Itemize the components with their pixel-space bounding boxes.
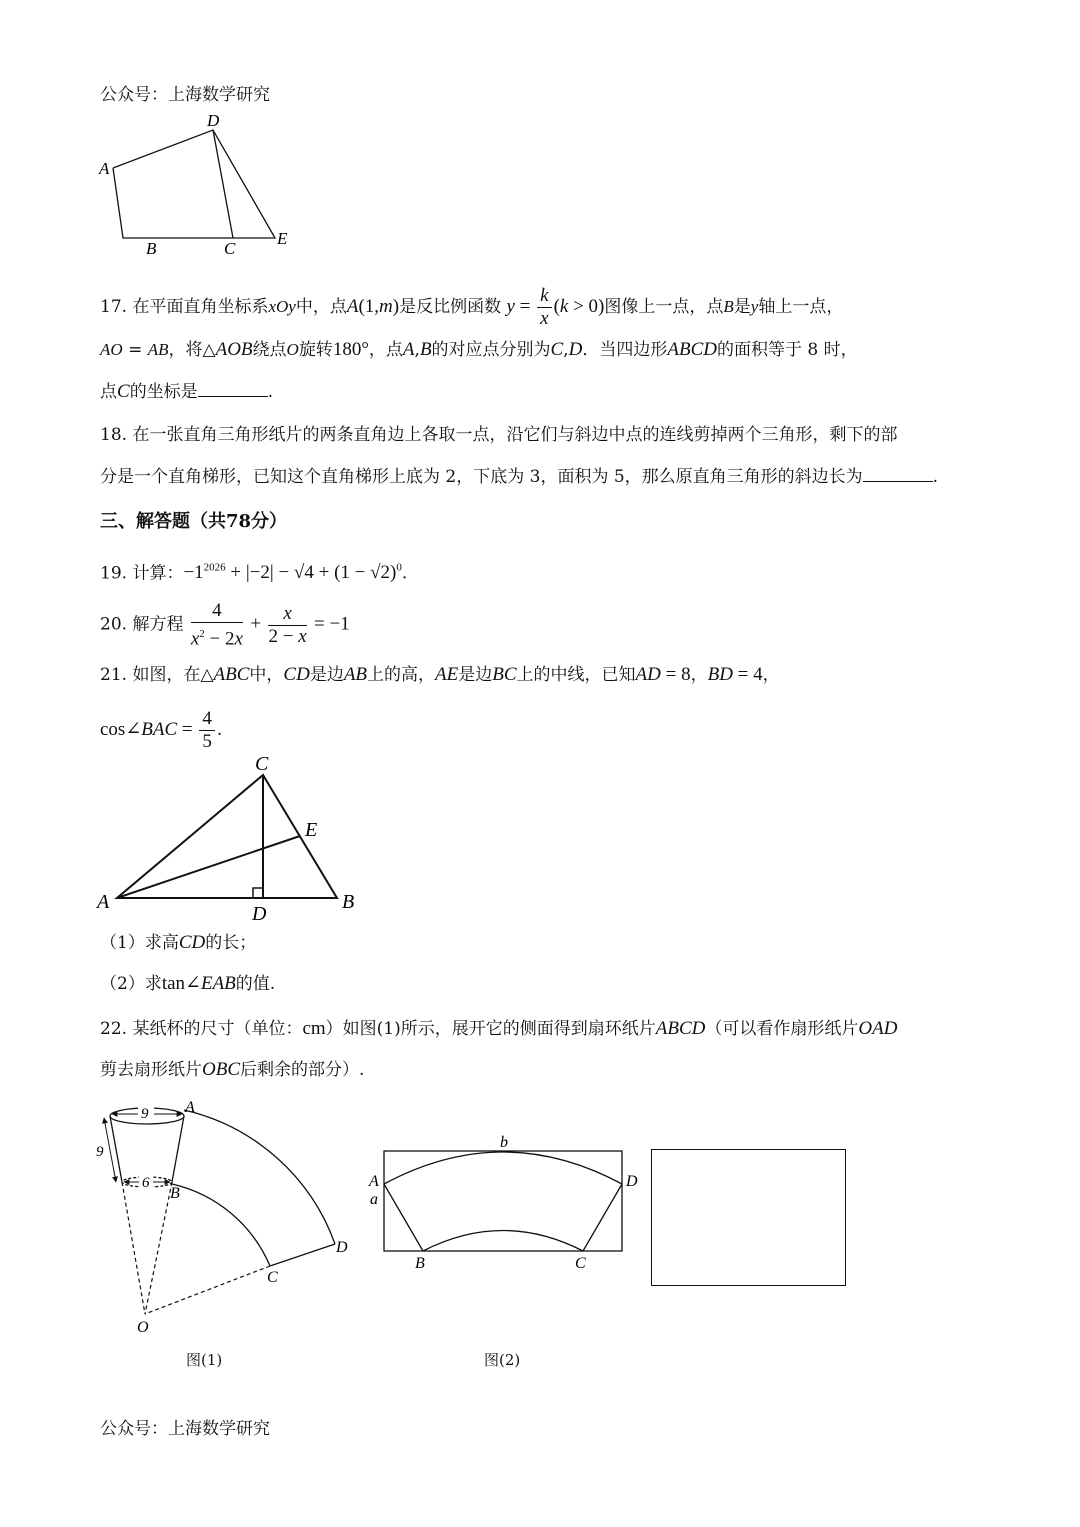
dim-bottom: 6 [142, 1175, 150, 1191]
q22-line2: 剪去扇形纸片OBC后剩余的部分）. [100, 1059, 365, 1080]
q21-sub1: （1）求高CD的长； [100, 932, 257, 953]
label-b: B [342, 891, 355, 913]
q18-line1: 18. 在一张直角三角形纸片的两条直角边上各取一点，沿它们与斜边中点的连线剪掉两个三角形，剩下的部 [100, 425, 898, 445]
label-o: O [137, 1319, 149, 1336]
empty-drawing-box [651, 1149, 846, 1286]
answer-blank[interactable] [198, 378, 268, 397]
q18-line2: 分是一个直角梯形，已知这个直角梯形上底为 2，下底为 3，面积为 5，那么原直角三角形的斜边长为 . [100, 463, 938, 490]
q19-line: 19. 计算：$-1^{2026} + |-2| - √4 + (1 - √2)^0$. [100, 562, 408, 584]
label-c: C [224, 239, 236, 258]
q21-line1: 21. 如图，在△ABC中，CD是边AB上的高，AE是边BC上的中线，已知AD = 8，BD = 4， [100, 664, 780, 685]
q17-line1: 17. 在平面直角坐标系xOy中，点A(1,m)是反比例函数 y = $\frac{k}{x}$ (k > 0)图像上一点，点B是y轴上一点， [100, 285, 844, 329]
footer-watermark: 公众号：上海数学研究 [100, 1419, 270, 1439]
label-e: E [277, 229, 288, 248]
label-c: C [575, 1255, 586, 1272]
label-d: D [626, 1173, 638, 1190]
q17-line2: AO = AB，将△AOB绕点O旋转180°，点A,B的对应点分别为C,D．当四边形ABCD的面积等于 8 时， [100, 339, 858, 360]
answer-blank[interactable] [863, 463, 933, 482]
q21-line2: cos∠BAC = $\frac{4}{5}$ . [100, 708, 223, 752]
q17-line3: 点C的坐标是 . [100, 378, 273, 405]
dim-side: 9 [96, 1144, 104, 1160]
figure-paper-cup [92, 1092, 362, 1342]
label-d: D [252, 903, 267, 923]
label-b: B [170, 1185, 180, 1202]
q20-line: 20. 解方程 $\frac{4}{x^2 - 2x}$ + $\frac{x}{2 - x}$ = −1 [100, 600, 350, 650]
label-a-length: a [370, 1191, 378, 1208]
figure-triangle-abc [95, 748, 375, 923]
label-d: D [207, 111, 220, 130]
label-a: A [99, 159, 110, 178]
label-b-point: B [415, 1255, 425, 1272]
figure-quadrilateral [90, 108, 310, 258]
label-a-point: A [369, 1173, 379, 1190]
label-c: C [255, 753, 269, 775]
figure-fan-ring-rectangle [365, 1130, 645, 1280]
label-a: A [185, 1099, 195, 1116]
caption-fig1: 图(1) [186, 1351, 223, 1369]
q21-sub2: （2）求tan∠EAB的值. [100, 973, 276, 994]
section-title: 三、解答题（共78分） [100, 511, 288, 532]
label-c: C [267, 1269, 278, 1286]
label-e: E [305, 819, 318, 841]
label-b-length: b [500, 1134, 508, 1151]
label-b: B [146, 239, 157, 258]
label-d: D [336, 1239, 348, 1256]
header-watermark: 公众号：上海数学研究 [100, 85, 270, 105]
dim-top: 9 [141, 1106, 149, 1122]
q22-line1: 22. 某纸杯的尺寸（单位：cm）如图(1)所示，展开它的侧面得到扇环纸片ABCD（可以看作扇形纸片OAD [100, 1018, 898, 1039]
caption-fig2: 图(2) [484, 1351, 521, 1369]
label-a: A [97, 891, 110, 913]
